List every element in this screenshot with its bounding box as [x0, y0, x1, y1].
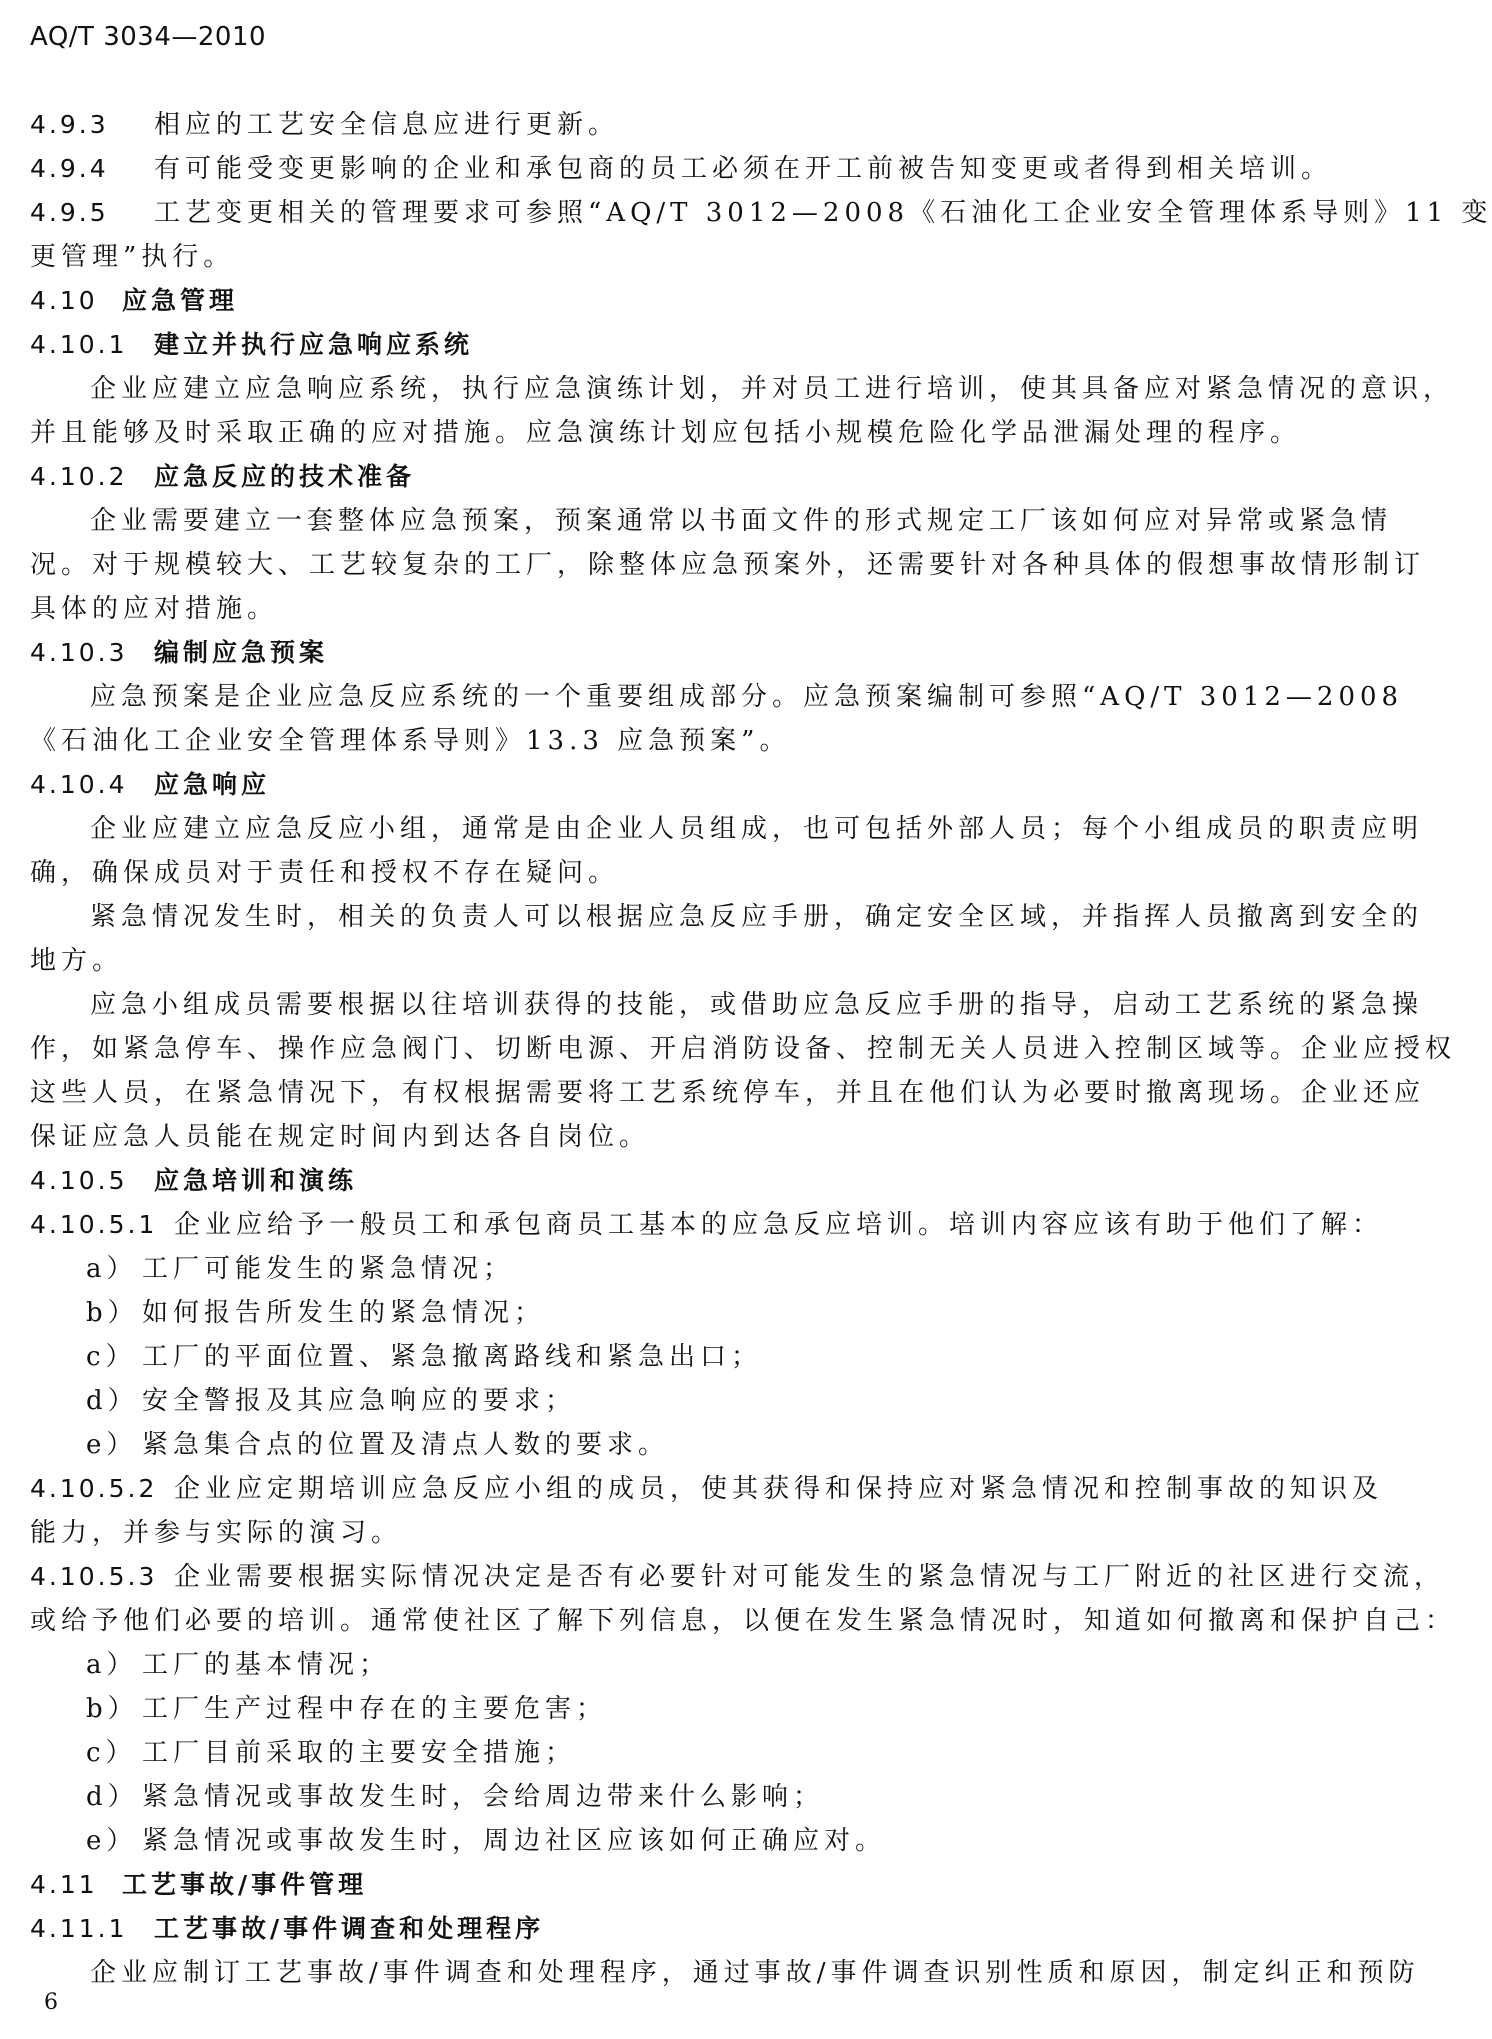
list-item: [30, 1819, 1310, 1863]
section-title: 工艺事故/事件调查和处理程序: [154, 1914, 545, 1943]
paragraph-line: 应急预案是企业应急反应系统的一个重要组成部分。应急预案编制可参照“AQ/T 3012—2008: [90, 682, 1404, 712]
paragraph-line: 地方。: [30, 946, 124, 976]
paragraph-line: 具体的应对措施。: [30, 594, 279, 624]
list-item-label: e）: [86, 1826, 138, 1856]
list-item-label: b）: [86, 1694, 139, 1724]
list-item-label: e）: [86, 1430, 138, 1460]
list-item-text: 工厂生产过程中存在的主要危害；: [142, 1694, 608, 1724]
list-item: [30, 1423, 1310, 1467]
paragraph-line: 应急小组成员需要根据以往培训获得的技能，或借助应急反应手册的指导，启动工艺系统的紧急操: [90, 990, 1424, 1020]
paragraph-line: 确，确保成员对于责任和授权不存在疑问。: [30, 858, 620, 888]
section-title: 工艺事故/事件管理: [122, 1870, 368, 1899]
section-title: 应急响应: [154, 770, 271, 799]
list-item-label: d）: [86, 1782, 139, 1812]
list-item-label: a）: [86, 1650, 138, 1680]
section-4-11-heading: [30, 1863, 1310, 1907]
list-item-label: a）: [86, 1254, 138, 1284]
standard-code-header: AQ/T 3034—2010: [30, 22, 267, 52]
list-item: [30, 1687, 1310, 1731]
clause-4-9-5-continued: 更管理”执行。: [30, 242, 235, 272]
clause-4-9-4: [30, 147, 1333, 191]
paragraph-line: 企业应建立应急反应小组，通常是由企业人员组成，也可包括外部人员；每个小组成员的职责应明: [90, 814, 1424, 844]
list-item-label: c）: [86, 1342, 137, 1372]
paragraph-line: 《石油化工企业安全管理体系导则》13.3 应急预案”。: [30, 726, 791, 756]
section-number: 4.10.5: [30, 1166, 128, 1195]
section-number: 4.11.1: [30, 1914, 128, 1943]
section-4-10-2-heading: [30, 455, 1310, 499]
section-4-10-5-heading: [30, 1159, 1310, 1203]
list-item: [30, 1335, 1310, 1379]
section-title: 编制应急预案: [154, 638, 329, 667]
page-number: 6: [44, 1990, 58, 2015]
list-item-text: 紧急集合点的位置及清点人数的要求。: [142, 1430, 670, 1460]
clause-number: 4.10.5.3: [30, 1562, 158, 1591]
section-number: 4.10.3: [30, 638, 128, 667]
clause-number: 4.9.3: [30, 110, 109, 139]
section-number: 4.10.4: [30, 770, 128, 799]
list-item-text: 安全警报及其应急响应的要求；: [142, 1386, 577, 1416]
clause-text: 工艺变更相关的管理要求可参照“AQ/T 3012—2008《石油化工企业安全管理体系导则》11 变: [154, 198, 1492, 228]
clause-4-9-5: [30, 191, 1492, 235]
clause-text: 企业需要根据实际情况决定是否有必要针对可能发生的紧急情况与工厂附近的社区进行交流，: [174, 1562, 1446, 1592]
section-number: 4.10.2: [30, 462, 128, 491]
list-item-text: 工厂的基本情况；: [142, 1650, 391, 1680]
list-item: [30, 1379, 1310, 1423]
list-item: [30, 1643, 1310, 1687]
paragraph-line: 这些人员，在紧急情况下，有权根据需要将工艺系统停车，并且在他们认为必要时撤离现场。企业还应: [30, 1078, 1426, 1108]
clause-text: 企业应定期培训应急反应小组的成员，使其获得和保持应对紧急情况和控制事故的知识及: [174, 1474, 1384, 1504]
paragraph-line: 企业应制订工艺事故/事件调查和处理程序，通过事故/事件调查识别性质和原因，制定纠正和预防: [90, 1958, 1420, 1988]
section-number: 4.11: [30, 1870, 98, 1899]
section-4-10-heading: [30, 279, 1310, 323]
clause-text: 企业应给予一般员工和承包商员工基本的应急反应培训。培训内容应该有助于他们了解：: [174, 1210, 1384, 1240]
section-4-10-1-heading: [30, 323, 1310, 367]
clause-4-10-5-1: [30, 1203, 1384, 1247]
paragraph-line: 作，如紧急停车、操作应急阀门、切断电源、开启消防设备、控制无关人员进入控制区域等。企业应授权: [30, 1034, 1457, 1064]
paragraph-line: 紧急情况发生时，相关的负责人可以根据应急反应手册，确定安全区域，并指挥人员撤离到安全的: [90, 902, 1424, 932]
paragraph-line: 企业应建立应急响应系统，执行应急演练计划，并对员工进行培训，使其具备应对紧急情况的意识，: [90, 374, 1455, 404]
clause-number: 4.10.5.2: [30, 1474, 158, 1503]
list-item: [30, 1731, 1310, 1775]
clause-text: 有可能受变更影响的企业和承包商的员工必须在开工前被告知变更或者得到相关培训。: [154, 154, 1333, 184]
list-item-text: 紧急情况或事故发生时，周边社区应该如何正确应对。: [142, 1826, 887, 1856]
paragraph-line: 并且能够及时采取正确的应对措施。应急演练计划应包括小规模危险化学品泄漏处理的程序。: [30, 418, 1302, 448]
section-title: 应急管理: [122, 286, 239, 315]
clause-4-10-5-3: [30, 1555, 1446, 1599]
list-item-text: 工厂的平面位置、紧急撤离路线和紧急出口；: [142, 1342, 763, 1372]
section-4-11-1-heading: [30, 1907, 1310, 1951]
section-4-10-3-heading: [30, 631, 1310, 675]
section-number: 4.10: [30, 286, 98, 315]
section-number: 4.10.1: [30, 330, 128, 359]
paragraph-line: 保证应急人员能在规定时间内到达各自岗位。: [30, 1122, 651, 1152]
clause-number: 4.9.5: [30, 198, 109, 227]
list-item-label: b）: [86, 1298, 139, 1328]
section-title: 应急反应的技术准备: [154, 462, 416, 491]
list-item-text: 工厂可能发生的紧急情况；: [142, 1254, 515, 1284]
clause-4-10-5-2-continued: 能力，并参与实际的演习。: [30, 1518, 403, 1548]
clause-number: 4.9.4: [30, 154, 109, 183]
paragraph-line: 企业需要建立一套整体应急预案，预案通常以书面文件的形式规定工厂该如何应对异常或紧急情: [90, 506, 1393, 536]
section-title: 应急培训和演练: [154, 1166, 358, 1195]
list-item: [30, 1775, 1310, 1819]
list-item-label: d）: [86, 1386, 139, 1416]
section-4-10-4-heading: [30, 763, 1310, 807]
list-item-text: 紧急情况或事故发生时，会给周边带来什么影响；: [142, 1782, 825, 1812]
list-item-label: c）: [86, 1738, 137, 1768]
list-item-text: 如何报告所发生的紧急情况；: [142, 1298, 546, 1328]
clause-number: 4.10.5.1: [30, 1210, 158, 1239]
section-title: 建立并执行应急响应系统: [154, 330, 474, 359]
clause-4-10-5-3-continued: 或给予他们必要的培训。通常使社区了解下列信息，以便在发生紧急情况时，知道如何撤离和保护自己：: [30, 1606, 1457, 1636]
paragraph-line: 况。对于规模较大、工艺较复杂的工厂，除整体应急预案外，还需要针对各种具体的假想事故情形制订: [30, 550, 1426, 580]
list-item: [30, 1291, 1310, 1335]
clause-4-9-3: [30, 103, 1310, 147]
list-item: [30, 1247, 1310, 1291]
document-body: [30, 103, 1492, 1995]
clause-text: 相应的工艺安全信息应进行更新。: [154, 110, 620, 140]
list-item-text: 工厂目前采取的主要安全措施；: [142, 1738, 577, 1768]
clause-4-10-5-2: [30, 1467, 1384, 1511]
